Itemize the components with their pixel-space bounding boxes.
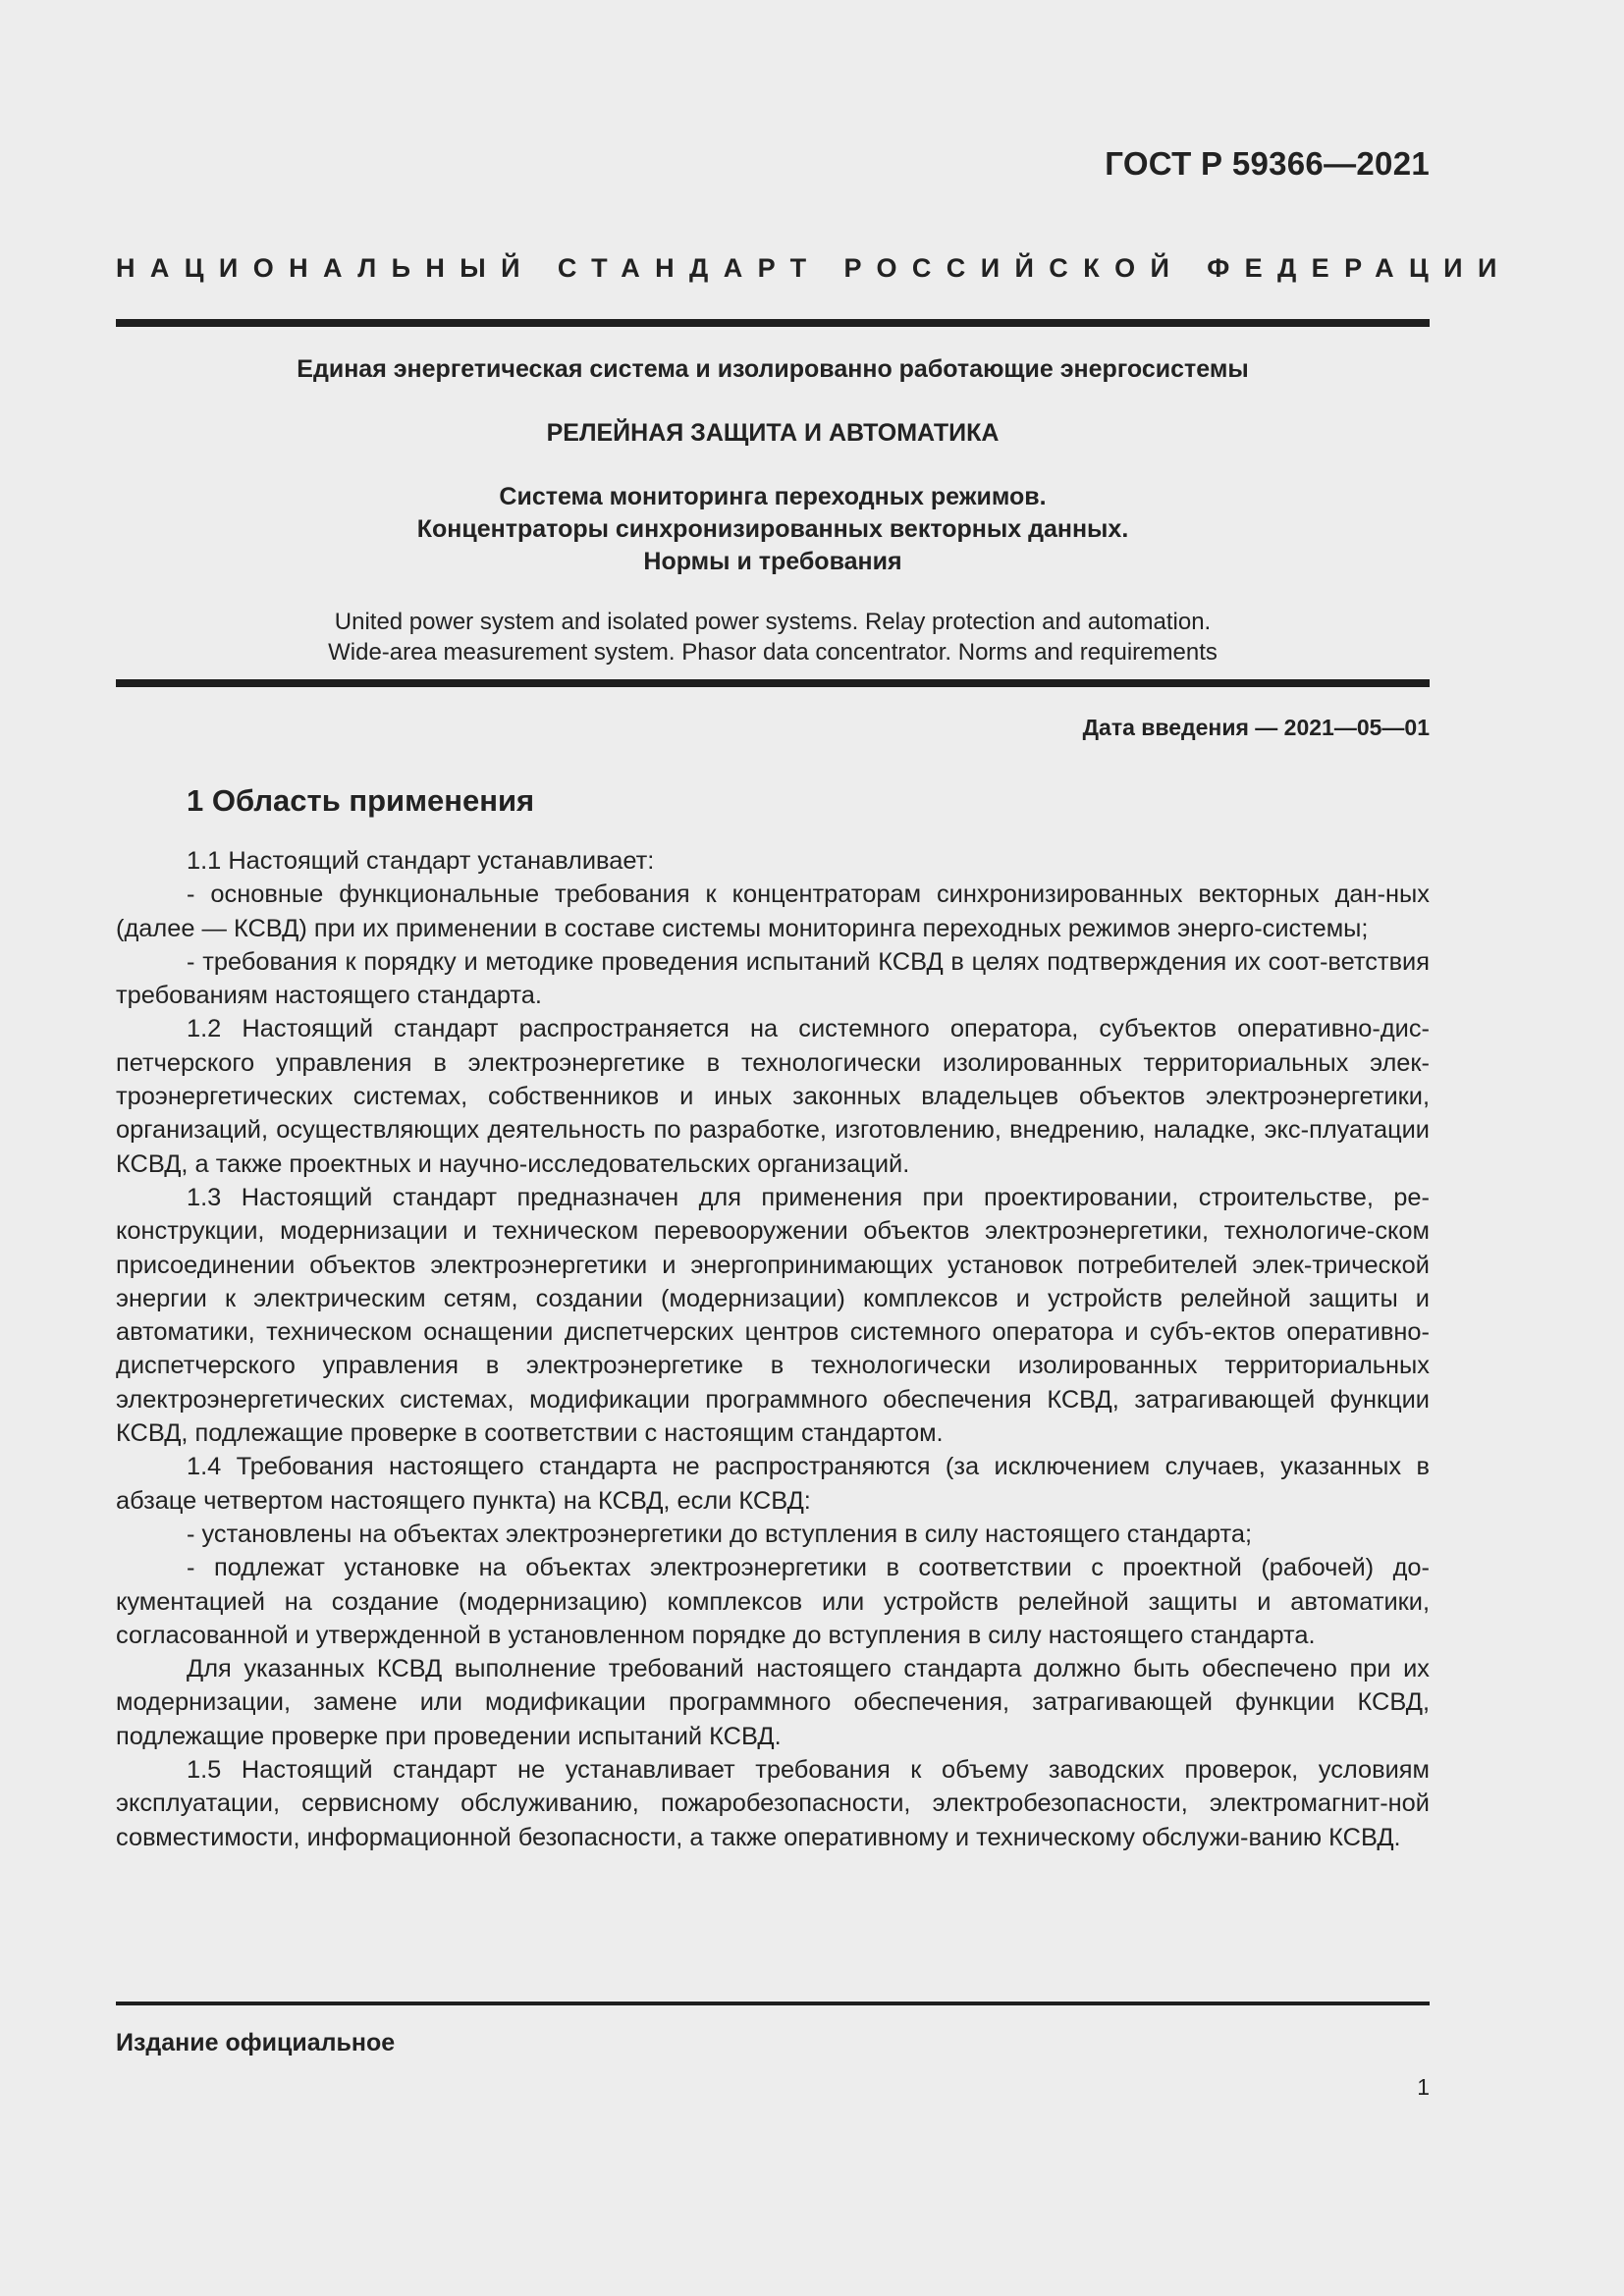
title-bottom-rule xyxy=(116,679,1430,687)
title-line-5: Нормы и требования xyxy=(643,548,902,575)
document-page xyxy=(116,0,1512,2296)
title-line-4: Концентраторы синхронизированных векторных данных. xyxy=(416,515,1129,543)
top-rule xyxy=(116,319,1430,327)
paragraph-1-1: 1.1 Настоящий стандарт устанавливает: xyxy=(187,847,655,875)
section-body xyxy=(116,844,1430,1854)
paragraph-1-4-item-1: - установлены на объектах электроэнергетики до вступления в силу настоящего стандарта; xyxy=(187,1520,1253,1548)
paragraph-1-5: 1.5 Настоящий стандарт не устанавливает требования к объему заводских проверок, условиям эксплуатации, сервисному обслуживанию, пожаробезопасности, электробезопасности, электромагнит-ной совместимости, информационной безопасности, а также оперативному и техническому обслужи-ванию КСВД. xyxy=(116,1756,1430,1851)
english-title-line-2: Wide-area measurement system. Phasor data concentrator. Norms and requirements xyxy=(328,639,1218,666)
paragraph-1-4-note: Для указанных КСВД выполнение требований настоящего стандарта должно быть обеспечено при их модернизации, замене или модификации программного обеспечения, затрагивающей функции КСВД, подлежащие проверке при проведении испытаний КСВД. xyxy=(116,1655,1430,1750)
section-heading: 1 Область применения xyxy=(187,783,535,818)
title-line-2: РЕЛЕЙНАЯ ЗАЩИТА И АВТОМАТИКА xyxy=(546,419,1000,447)
title-line-3: Система мониторинга переходных режимов. xyxy=(499,483,1047,510)
paragraph-1-3: 1.3 Настоящий стандарт предназначен для применения при проектировании, строительстве, ре-конструкции, модернизации и техническом перевооружении объектов электроэнергетики, технологиче-ском присоединении объектов электроэнергетики и энергопринимающих установок потребителей элек-трической энергии к электрическим сетям, создании (модернизации) комплексов и устройств релейной защиты и автоматики, техническом оснащении диспетчерских центров системного оператора и субъ-ектов оперативно-диспетчерского управления в электроэнергетике в технологически изолированных территориальных электроэнергетических системах, модификации программного обеспечения КСВД, затрагивающей функции КСВД, подлежащие проверке в соответствии с настоящим стандартом. xyxy=(116,1183,1430,1448)
paragraph-1-4: 1.4 Требования настоящего стандарта не распространяются (за исключением случаев, указанных в абзаце четвертом настоящего пункта) на КСВД, если КСВД: xyxy=(116,1453,1430,1515)
introduction-date: Дата введения — 2021—05—01 xyxy=(1082,715,1430,740)
national-standard-title: НАЦИОНАЛЬНЫЙ СТАНДАРТ РОССИЙСКОЙ ФЕДЕРАЦИИ xyxy=(116,253,1512,283)
title-line-1: Единая энергетическая система и изолированно работающие энергосистемы xyxy=(297,355,1249,383)
page-number: 1 xyxy=(1417,2074,1430,2100)
gost-number: ГОСТ Р 59366—2021 xyxy=(1105,145,1430,182)
official-edition-label: Издание официальное xyxy=(116,2029,396,2056)
english-title-line-1: United power system and isolated power systems. Relay protection and automation. xyxy=(334,609,1212,635)
paragraph-1-2: 1.2 Настоящий стандарт распространяется на системного оператора, субъектов оперативно-дис-петчерского управления в электроэнергетике в технологически изолированных территориальных элек-троэнергетических системах, собственников и иных законных владельцев объектов электроэнергетики, организаций, осуществляющих деятельность по разработке, изготовлению, внедрению, наладке, экс-плуатации КСВД, а также проектных и научно-исследовательских организаций. xyxy=(116,1015,1430,1178)
paragraph-1-4-item-2: - подлежат установке на объектах электроэнергетики в соответствии с проектной (рабочей) до-кументацией на создание (модернизацию) комплексов или устройств релейной защиты и автоматики, согласованной и утвержденной в установленном порядке до вступления в силу настоящего стандарта. xyxy=(116,1554,1430,1649)
paragraph-1-1-item-2: - требования к порядку и методике проведения испытаний КСВД в целях подтверждения их соот-ветствия требованиям настоящего стандарта. xyxy=(116,947,1430,1010)
paragraph-1-1-item-1: - основные функциональные требования к концентраторам синхронизированных векторных дан-ных (далее — КСВД) при их применении в составе системы мониторинга переходных режимов энерго-системы; xyxy=(116,881,1430,942)
footer-rule xyxy=(116,2002,1430,2005)
